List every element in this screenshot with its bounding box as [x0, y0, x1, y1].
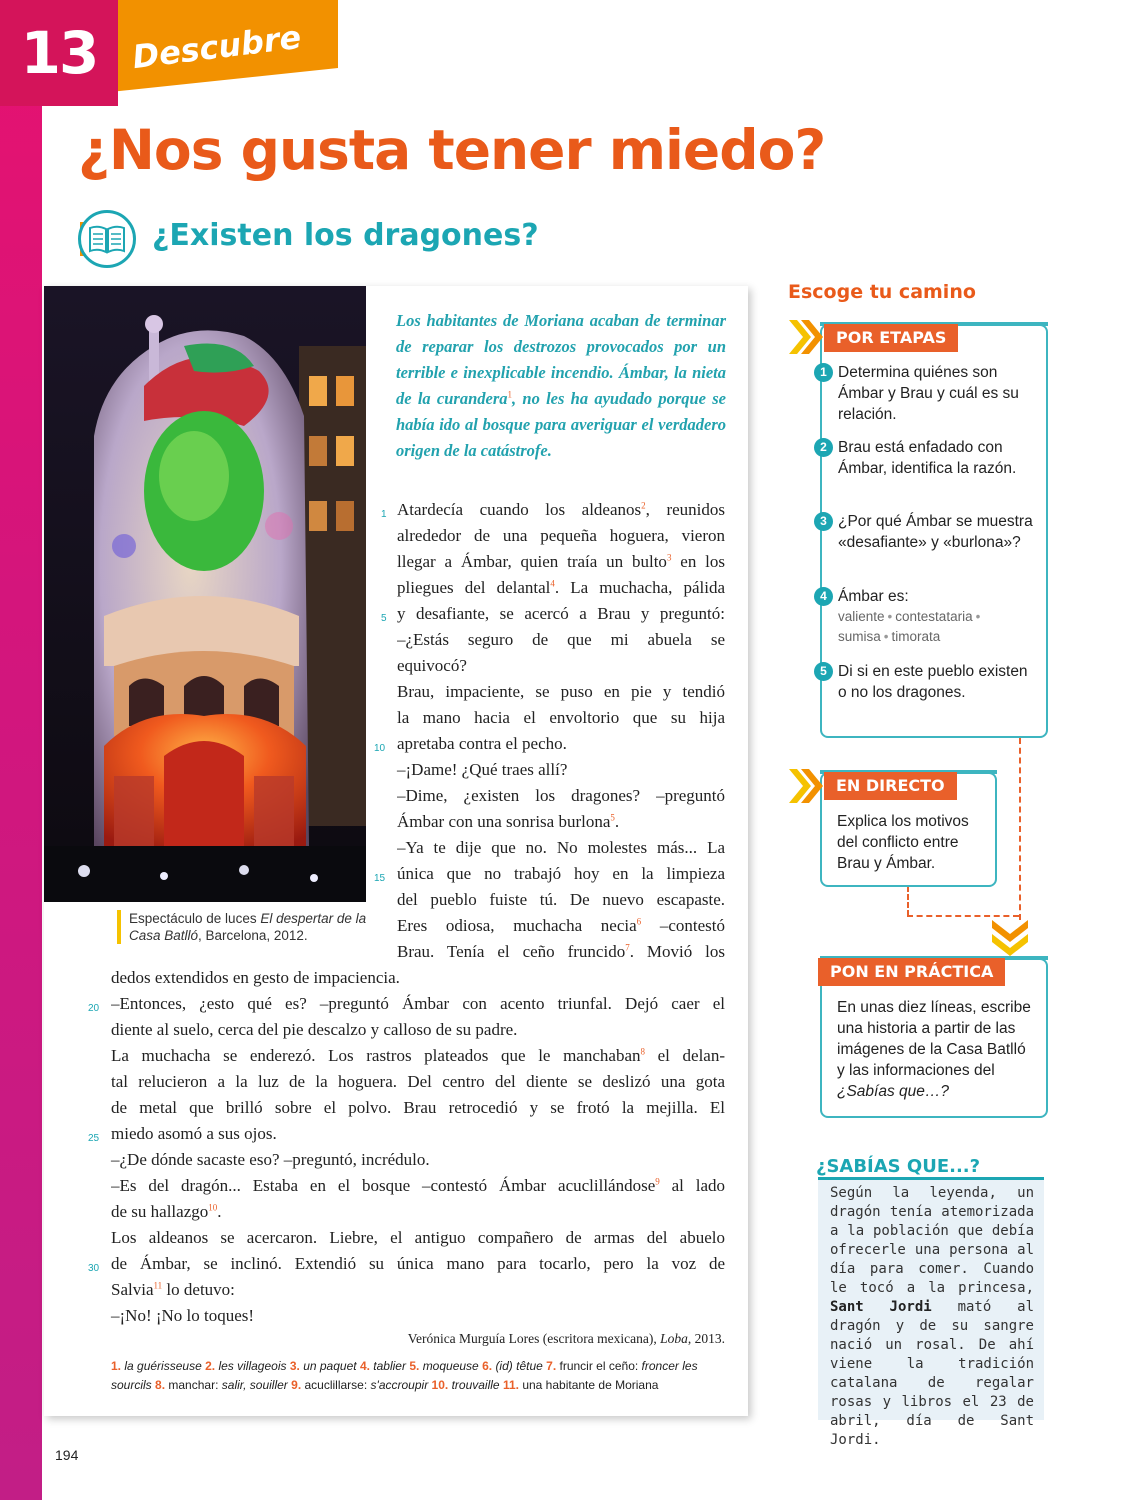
text-line: llegar a Ámbar, quien traía un bulto$^3$ en los — [397, 552, 725, 571]
text-line: alrededor de una pequeña hoguera, vieron — [397, 526, 725, 545]
line-number: 25 — [88, 1133, 100, 1144]
step-item: 4 Ámbar es: valiente • contestataria • sumisa • timorata — [838, 586, 1034, 647]
connector-line — [907, 886, 909, 916]
text-line: la mano hacia el envoltorio que su hija — [397, 708, 725, 727]
sabias-que-text: Según la leyenda, un dragón tenía atemorizada a la población que debía ofrecerle una persona al día para comer. Cuando le tocó a la princesa, Sant Jordi mató al dragón y de su sangre nació un rosal. De ahí viene la tradición catalana de regalar rosas y libros el 23 de abril, día de Sant Jordi. — [830, 1185, 1034, 1448]
line-number: 15 — [374, 873, 386, 884]
adjective-options: valiente • contestataria • sumisa • timorata — [838, 609, 981, 644]
text-line: –Entonces, ¿esto qué es? –preguntó Ámbar con acento triunfal. Dejó caer el — [111, 994, 725, 1013]
text-line: y desafiante, se acercó a Brau y preguntó: — [397, 604, 725, 623]
text-line: –¡No! ¡No lo toques! — [111, 1306, 255, 1325]
text-line: –Ya te dije que no. No molestes más... La — [397, 838, 725, 857]
line-number: 5 — [381, 613, 387, 624]
unit-number: 13 — [0, 0, 118, 106]
text-line: Eres odiosa, muchacha necia$^6$ –contestó — [397, 916, 725, 935]
text-line: equivocó? — [397, 656, 467, 675]
sidebar-title: Escoge tu camino — [788, 281, 976, 303]
connector-line — [1019, 738, 1021, 920]
en-directo-text: Explica los motivos del conflicto entre Brau y Ámbar. — [837, 813, 969, 872]
casa-batllo-photo — [44, 286, 366, 902]
text-line: Los aldeanos se acercaron. Liebre, el antiguo compañero de armas del abuelo — [111, 1228, 725, 1247]
double-chevron-icon — [787, 318, 827, 356]
step-item: 2 Brau está enfadado con Ámbar, identifica la razón. — [838, 437, 1034, 479]
text-line: dedos extendidos en gesto de impaciencia. — [111, 968, 400, 987]
pon-en-practica-text: En unas diez líneas, escribe una historia a partir de las imágenes de la Casa Batlló y las informaciones del ¿Sabías que…? — [837, 999, 1031, 1100]
text-line: del pueblo fuiste tú. De nuevo escapaste. — [397, 890, 725, 909]
footnotes: 1. la guérisseuse 2. les villageois 3. un paquet 4. tablier 5. moqueuse 6. (id) têtue 7. fruncir el ceño: froncer les sourcils 8. manchar: salir, souiller 9. acuclillarse: s'accroupir 10. trouvaille 11. una habitante de Moriana — [111, 1359, 698, 1392]
connector-line — [907, 915, 1019, 917]
text-line: única que no trabajó hoy en la limpieza — [397, 864, 725, 883]
line-number: 30 — [88, 1263, 100, 1274]
sabias-que-title: ¿SABÍAS QUE...? — [816, 1156, 981, 1177]
text-line: miedo asomó a sus ojos. — [111, 1124, 277, 1143]
step-item: 3 ¿Por qué Ámbar se muestra «desafiante» y «burlona»? — [838, 511, 1034, 553]
step-item: 5 Di si en este pueblo existen o no los dragones. — [838, 661, 1034, 703]
line-number: 10 — [374, 743, 386, 754]
step-item: 1 Determina quiénes son Ámbar y Brau y cuál es su relación. — [838, 362, 1034, 425]
intro-paragraph: Los habitantes de Moriana acaban de terminar de reparar los destrozos provocados por un terrible e inexplicable incendio. Ámbar, la nieta de la curandera$^1$, no les ha ayudado porque se había ido al bosque para averiguar el verdadero origen de la catástrofe. — [396, 311, 726, 460]
line-number: 20 — [88, 1003, 100, 1014]
line-number: 1 — [381, 509, 387, 520]
text-line: Brau, impaciente, se puso en pie y tendió — [397, 682, 725, 701]
photo-caption: Espectáculo de luces El despertar de la Casa Batlló, Barcelona, 2012. — [117, 910, 367, 944]
left-color-band — [0, 0, 42, 1500]
section-title: ¿Existen los dragones? — [152, 218, 539, 253]
text-line: pliegues del delantal$^4$. La muchacha, pálida — [397, 578, 725, 597]
section-label: Descubre — [130, 17, 304, 77]
text-line: –¡Dame! ¿Qué traes allí? — [397, 760, 568, 779]
double-chevron-down-icon — [990, 918, 1030, 962]
en-directo-tab: EN DIRECTO — [824, 772, 957, 800]
text-line: de metal que brilló sobre el polvo. Brau retrocedió y se frotó la mejilla. El — [111, 1098, 725, 1117]
text-line: de Ámbar, se inclinó. Extendió su única mano para tocarlo, pero la voz de — [111, 1254, 725, 1273]
text-line: Brau. Tenía el ceño fruncido$^7$. Movió los — [397, 942, 725, 961]
text-line: de su hallazgo$^{10}$. — [111, 1202, 222, 1221]
text-line: tal relucieron a la luz de la hoguera. Del centro del diente se deslizó una gota — [111, 1072, 725, 1091]
text-line: –¿De dónde sacaste eso? –preguntó, incrédulo. — [111, 1150, 430, 1169]
pon-en-practica-tab: PON EN PRÁCTICA — [818, 958, 1005, 986]
text-line: Atardecía cuando los aldeanos$^2$, reunidos — [397, 500, 725, 519]
page-title: ¿Nos gusta tener miedo? — [78, 118, 826, 182]
text-line: –Es del dragón... Estaba en el bosque –contestó Ámbar acuclillándose$^9$ al lado — [111, 1176, 725, 1195]
text-line: La muchacha se enderezó. Los rastros plateados que le manchaban$^8$ el delan- — [111, 1046, 725, 1065]
text-line: apretaba contra el pecho. — [397, 734, 567, 753]
text-line: Salvia$^{11}$ lo detuvo: — [111, 1280, 235, 1299]
open-book-icon — [78, 210, 136, 268]
por-etapas-tab: POR ETAPAS — [824, 324, 958, 352]
text-line: –Dime, ¿existen los dragones? –preguntó — [397, 786, 725, 805]
double-chevron-icon — [787, 767, 827, 805]
page-number: 194 — [55, 1447, 79, 1463]
source-citation: Verónica Murguía Lores (escritora mexicana), Loba, 2013. — [407, 1331, 725, 1346]
text-line: –¿Estás seguro de que mi abuela se — [397, 630, 725, 649]
text-line: diente al suelo, cerca del pie descalzo y calloso de su padre. — [111, 1020, 518, 1039]
text-line: Ámbar con una sonrisa burlona$^5$. — [397, 812, 620, 831]
